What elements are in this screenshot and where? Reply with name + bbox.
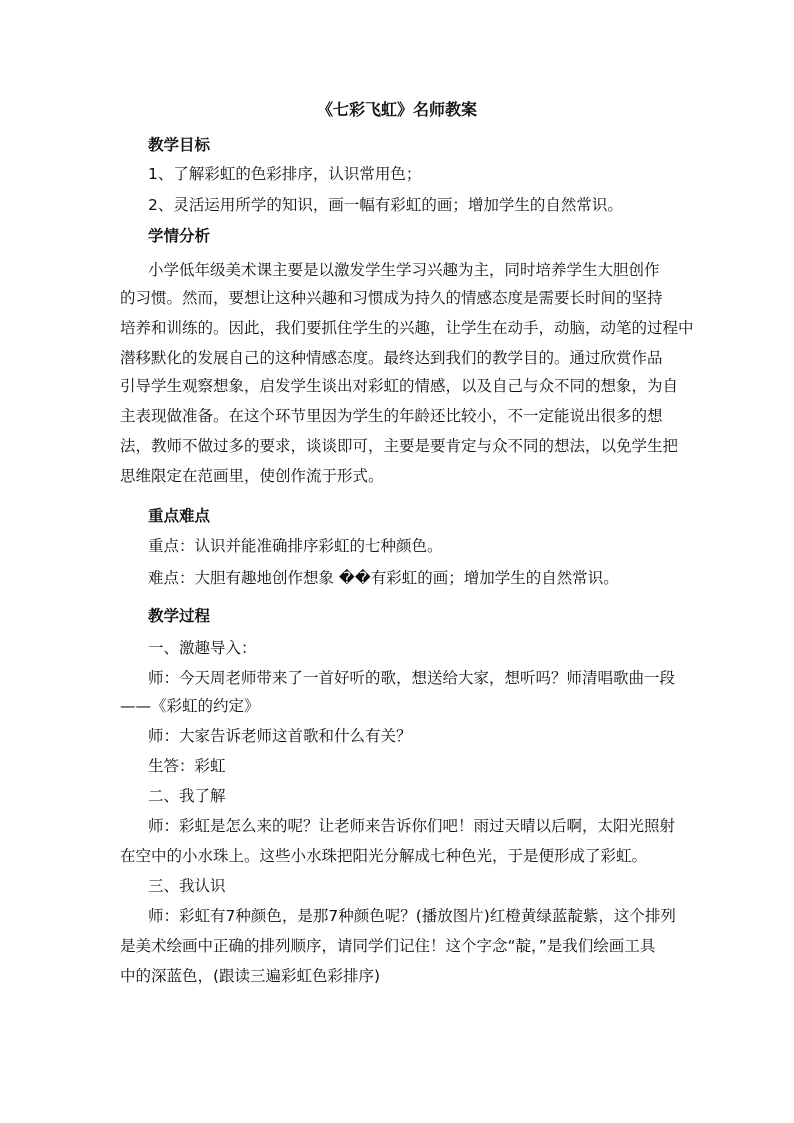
paragraph-line: 师：彩虹是怎么来的呢？让老师来告诉你们吧！雨过天晴以后啊，太阳光照射: [148, 817, 676, 835]
paragraph-line: 二、我了解: [148, 787, 226, 805]
paragraph-line: 的习惯。然而，要想让这种兴趣和习惯成为持久的情感态度是需要长时间的坚持: [120, 289, 663, 307]
paragraph-line: 主表现做准备。在这个环节里因为学生的年龄还比较小，不一定能说出很多的想: [120, 407, 663, 425]
paragraph-line: 是美术绘画中正确的排列顺序，请同学们记住！这个字念“靛，”是我们绘画工具: [120, 937, 656, 955]
paragraph-line: ——《彩虹的约定》: [120, 697, 260, 715]
paragraph-line: 师：彩虹有7种颜色，是那7种颜色呢？(播放图片)红橙黄绿蓝靛紫，这个排列: [148, 907, 676, 925]
paragraph-line: 一、激趣导入：: [148, 639, 257, 657]
paragraph-line: 小学低年级美术课主要是以激发学生学习兴趣为主，同时培养学生大胆创作: [148, 261, 660, 279]
paragraph-line: 师：今天周老师带来了一首好听的歌，想送给大家，想听吗？师清唱歌曲一段: [148, 669, 676, 687]
paragraph-line: 潜移默化的发展自己的这种情感态度。最终达到我们的教学目的。通过欣赏作品: [120, 349, 663, 367]
paragraph-line: 重点：认识并能准确排序彩虹的七种颜色。: [148, 537, 443, 555]
paragraph-line: 1、了解彩虹的色彩排序，认识常用色；: [148, 165, 422, 183]
paragraph-line: 法，教师不做过多的要求，谈谈即可，主要是要肯定与众不同的想法，以免学生把: [120, 437, 679, 455]
section-heading: 教学过程: [148, 607, 211, 625]
section-heading: 教学目标: [148, 136, 211, 154]
paragraph-line: 师：大家告诉老师这首歌和什么有关？: [148, 727, 412, 745]
paragraph-line: 三、我认识: [148, 877, 226, 895]
paragraph-line: 2、灵活运用所学的知识，画一幅有彩虹的画；增加学生的自然常识。: [148, 196, 623, 214]
section-heading: 学情分析: [148, 227, 211, 245]
paragraph-line: 生答：彩虹: [148, 757, 226, 775]
paragraph-line: 中的深蓝色，(跟读三遍彩虹色彩排序): [120, 967, 381, 985]
paragraph-line: 引导学生观察想象，启发学生谈出对彩虹的情感，以及自己与众不同的想象，为自: [120, 377, 679, 395]
section-heading: 重点难点: [148, 507, 211, 525]
paragraph-line: 培养和训练的。因此，我们要抓住学生的兴趣，让学生在动手，动脑，动笔的过程中: [120, 319, 694, 337]
paragraph-line: 在空中的小水珠上。这些小水珠把阳光分解成七种色光，于是便形成了彩虹。: [120, 847, 648, 865]
document-title: 《七彩飞虹》名师教案: [316, 100, 477, 119]
paragraph-line: 难点：大胆有趣地创作想象 ��有彩虹的画；增加学生的自然常识。: [148, 569, 619, 587]
paragraph-line: 思维限定在范画里，使创作流于形式。: [120, 467, 384, 485]
